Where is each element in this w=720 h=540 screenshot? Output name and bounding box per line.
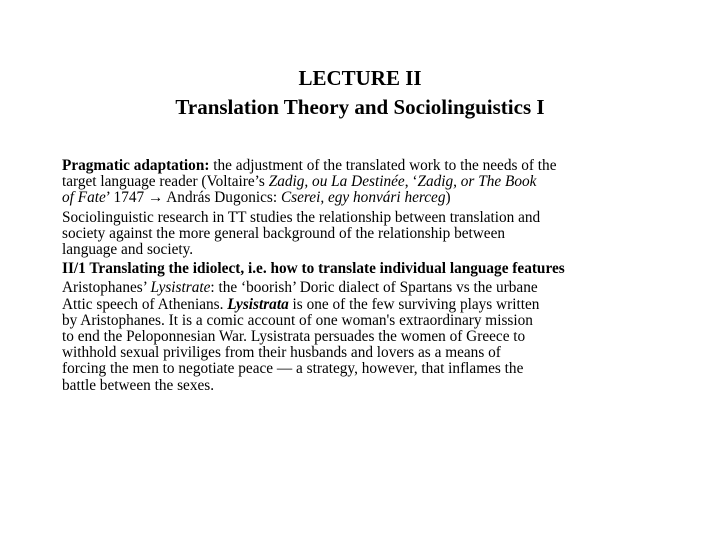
- text-line: battle between the sexes.: [62, 376, 215, 394]
- text-line: forcing the men to negotiate peace — a strategy, however, that inflames the: [62, 360, 524, 378]
- text-line: [62, 295, 662, 313]
- italic-title: Zadig, or The Book: [417, 173, 537, 191]
- text-span: Aristophanes’: [62, 279, 151, 297]
- text-line: language and society.: [62, 241, 194, 259]
- paragraph-pragmatic-adaptation: [62, 158, 662, 207]
- slide-body: [62, 158, 662, 397]
- title-line-2: Translation Theory and Sociolinguistics I: [175, 95, 545, 119]
- section-heading-idiolect: [62, 261, 662, 277]
- slide-title: [0, 64, 720, 122]
- text-span: : the ‘boorish’ Doric dialect of Spartans vs the urbane: [210, 279, 538, 297]
- text-span: ’ 1747 → András Dugonics:: [105, 189, 281, 207]
- text-line: withhold sexual priviliges from their husbands and lovers as a means of: [62, 344, 501, 362]
- term-pragmatic-adaptation: Pragmatic adaptation:: [62, 157, 210, 174]
- text-span: the adjustment of the translated work to the needs of the: [209, 157, 557, 174]
- text-span: is one of the few surviving plays written: [288, 295, 540, 313]
- bold-italic-title: Lysistrata: [227, 295, 289, 313]
- paragraph-aristophanes: [62, 280, 662, 393]
- paragraph-sociolinguistic-research: [62, 210, 662, 259]
- text-span: target language reader (Voltaire’s: [62, 173, 269, 191]
- text-line: [62, 173, 662, 191]
- text-line: society against the more general background of the relationship between: [62, 224, 506, 242]
- text-line: [62, 189, 662, 207]
- italic-title: of Fate: [62, 189, 106, 207]
- text-span: , ‘: [404, 173, 418, 191]
- text-line: Sociolinguistic research in TT studies the relationship between translation and: [62, 208, 541, 226]
- text-span: Attic speech of Athenians.: [62, 295, 228, 313]
- text-line: II/1 Translating the idiolect, i.e. how to translate individual language features: [62, 260, 565, 278]
- italic-title: Lysistrate: [150, 279, 211, 297]
- text-line: [62, 279, 662, 297]
- italic-title: Cserei, egy honvári herceg: [280, 189, 446, 207]
- text-line: by Aristophanes. It is a comic account of one woman's extraordinary mission: [62, 311, 533, 329]
- title-line-1: LECTURE II: [298, 66, 422, 90]
- text-span: ): [445, 189, 451, 207]
- text-line: to end the Peloponnesian War. Lysistrata persuades the women of Greece to: [62, 328, 526, 346]
- text-line: [62, 157, 662, 174]
- italic-title: Zadig, ou La Destinée: [268, 173, 405, 191]
